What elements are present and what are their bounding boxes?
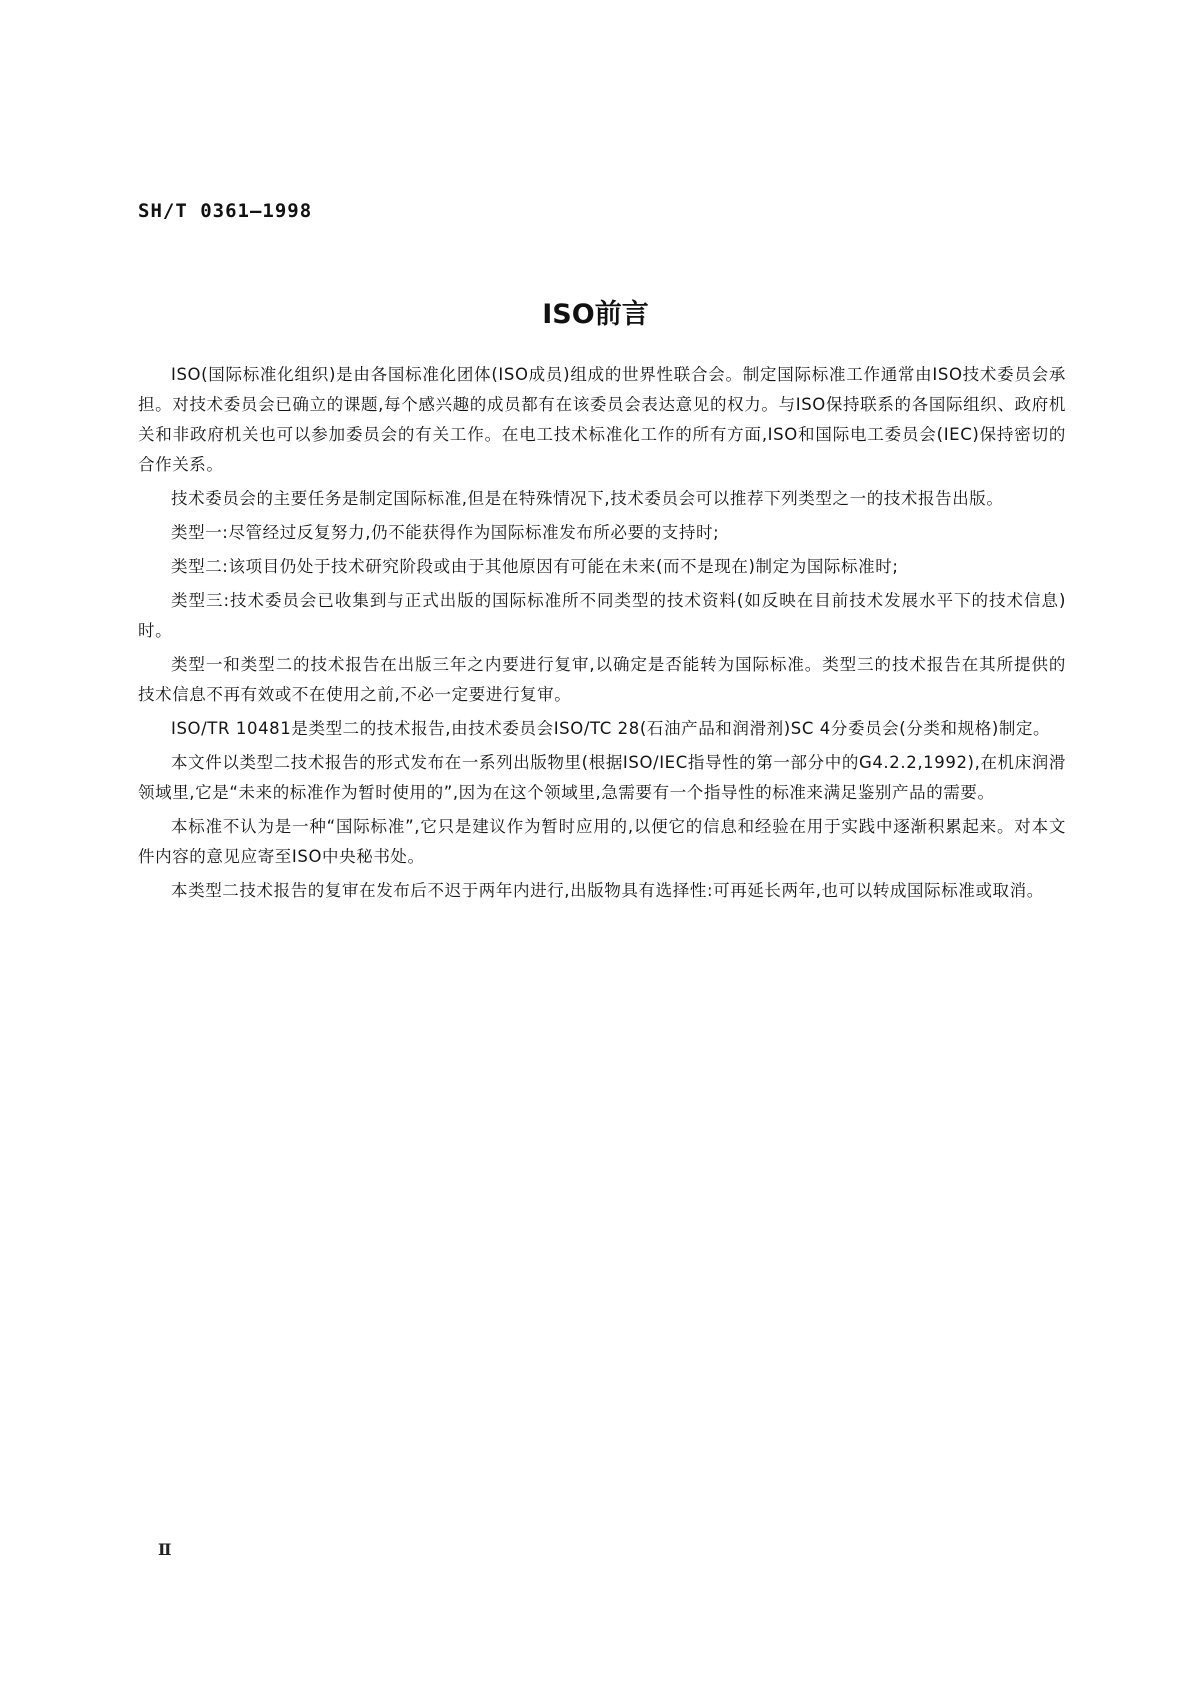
paragraph-iso-tr-10481: ISO/TR 10481是类型二的技术报告,由技术委员会ISO/TC 28(石油产品和润滑剂)SC 4分委员会(分类和规格)制定。 (171, 719, 1051, 738)
paragraph-iso-intro: ISO(国际标准化组织)是由各国标准化团体(ISO成员)组成的世界性联合会。制定国际标准工作通常由ISO技术委员会承担。对技术委员会已确立的课题,每个感兴趣的成员都有在该委员会表达意见的权力。与ISO保持联系的各国际组织、政府机关和非政府机关也可以参加委员会的有关工作。在电工技术标准化工作的所有方面,ISO和国际电工委员会(IEC)保持密切的合作关系。 (138, 365, 1066, 474)
paragraph-technical-reports: 技术委员会的主要任务是制定国际标准,但是在特殊情况下,技术委员会可以推荐下列类型之一的技术报告出版。 (171, 489, 1004, 508)
paragraph-review-period: 本类型二技术报告的复审在发布后不迟于两年内进行,出版物具有选择性:可再延长两年,也可以转成国际标准或取消。 (171, 881, 1044, 900)
page-title: ISO前言 (542, 299, 649, 330)
paragraph-type-three: 类型三:技术委员会已收集到与正式出版的国际标准所不同类型的技术资料(如反映在目前技术发展水平下的技术信息)时。 (138, 591, 1066, 640)
paragraph-not-international-standard: 本标准不认为是一种“国际标准”,它只是建议作为暂时应用的,以便它的信息和经验在用于实践中逐渐积累起来。对本文件内容的意见应寄至ISO中央秘书处。 (138, 817, 1066, 866)
page-number: Ⅱ (158, 1540, 172, 1559)
foreword-body (138, 360, 1066, 910)
paragraph-type-one: 类型一:尽管经过反复努力,仍不能获得作为国际标准发布所必要的支持时; (171, 523, 720, 542)
paragraph-publication: 本文件以类型二技术报告的形式发布在一系列出版物里(根据ISO/IEC指导性的第一部分中的G4.2.2,1992),在机床润滑领域里,它是“未来的标准作为暂时使用的”,因为在这个领域里,急需要有一个指导性的标准来满足鉴别产品的需要。 (138, 753, 1066, 802)
paragraph-type-two: 类型二:该项目仍处于技术研究阶段或由于其他原因有可能在未来(而不是现在)制定为国际标准时; (171, 557, 899, 576)
paragraph-review: 类型一和类型二的技术报告在出版三年之内要进行复审,以确定是否能转为国际标准。类型三的技术报告在其所提供的技术信息不再有效或不在使用之前,不必一定要进行复审。 (138, 655, 1066, 704)
standard-code: SH/T 0361—1998 (138, 200, 313, 222)
